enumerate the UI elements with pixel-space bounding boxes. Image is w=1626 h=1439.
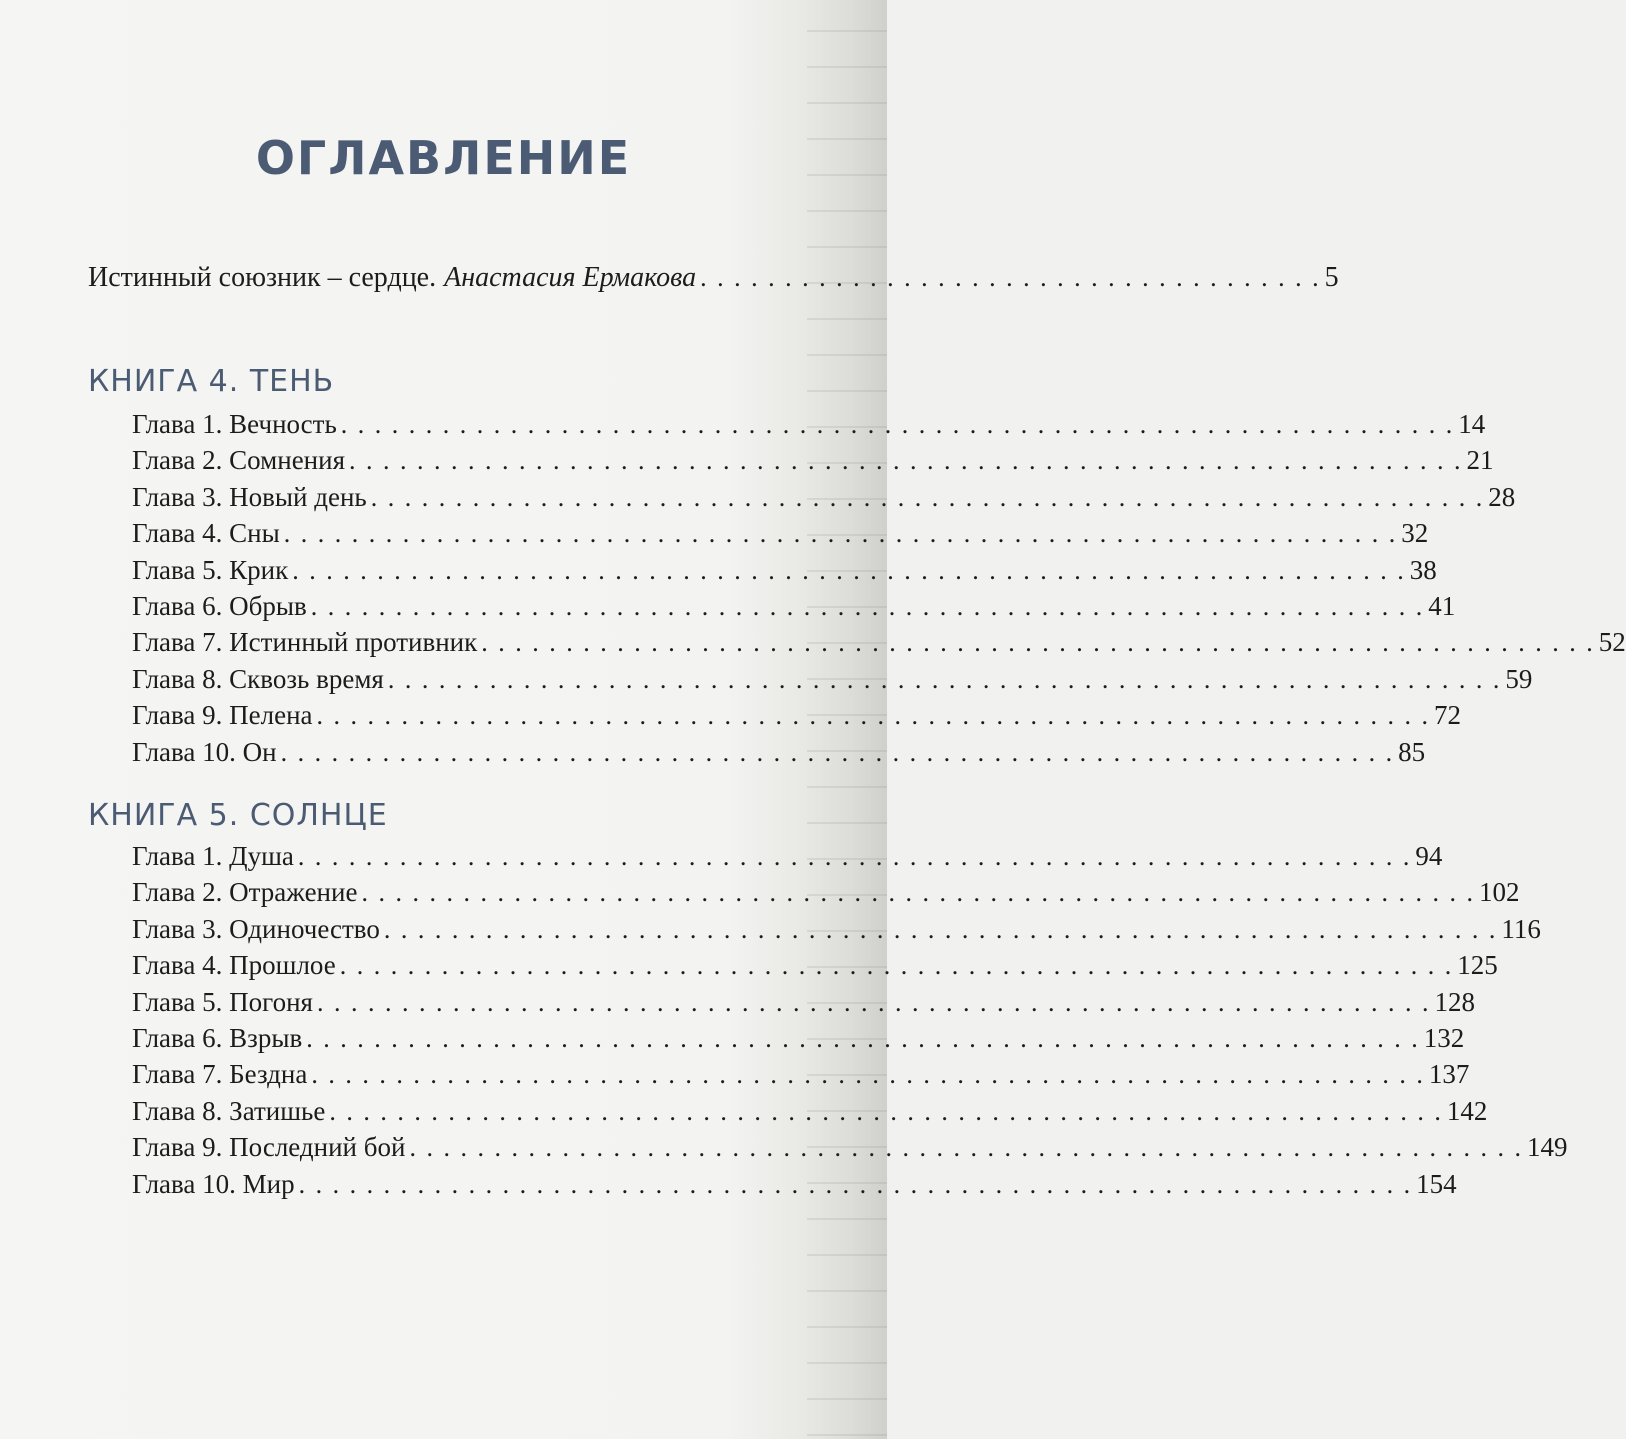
chapter-label: Глава 3. Одиночество bbox=[132, 913, 380, 944]
chapter-label: Глава 6. Взрыв bbox=[132, 1022, 303, 1053]
chapter-page-number: 28 bbox=[1488, 481, 1516, 512]
chapter-label: Глава 1. Душа bbox=[132, 841, 294, 871]
chapter-page-number: 125 bbox=[1457, 950, 1498, 981]
chapter-entry bbox=[132, 515, 1429, 551]
book-5-chapter-list bbox=[132, 838, 1568, 1202]
chapter-page-number: 32 bbox=[1401, 518, 1429, 549]
dot-leader: . . . . . . . . . . . . . . . . . . . . . . . . . . . . . . . . . . . . . . . . . . . . . . . . . . . . . . . . . . . . . . . . . . bbox=[340, 410, 1455, 439]
chapter-page-number: 21 bbox=[1466, 445, 1494, 476]
chapter-page-number: 128 bbox=[1434, 986, 1475, 1017]
chapter-entry bbox=[132, 734, 1426, 770]
chapter-label: Глава 6. Обрыв bbox=[132, 590, 307, 621]
chapter-entry bbox=[132, 984, 1475, 1020]
dot-leader: . . . . . . . . . . . . . . . . . . . . . . . . . . . . . . . . . . . . . . . . . . . . . . . . . . . . . . . . . . . . . . . . . . bbox=[280, 737, 1395, 767]
dot-leader: . . . . . . . . . . . . . . . . . . . . . . . . . . . . . . . . . . . . . . . . . . . . . . . . . . . . . . . . . . . . . . . . . . bbox=[383, 914, 1498, 944]
dot-leader: . . . . . . . . . . . . . . . . . . . . . . . . . . . . . . . . . . . . . . . . . . . . . . . . . . . . . . . . . . . . . . . . . . bbox=[292, 555, 1406, 585]
dot-leader: . . . . . . . . . . . . . . . . . . . . . . . . . . . . . . . . . . . . . . . . . . . . . . . . . . . . . . . . . . . . . . . . . . bbox=[349, 446, 1463, 476]
book-4-heading: КНИГА 4. ТЕНЬ bbox=[88, 364, 335, 399]
chapter-entry bbox=[132, 406, 1486, 442]
chapter-entry bbox=[132, 838, 1443, 874]
chapter-entry bbox=[132, 552, 1437, 588]
chapter-page-number: 14 bbox=[1458, 409, 1486, 439]
chapter-entry bbox=[132, 874, 1520, 910]
chapter-page-number: 116 bbox=[1501, 913, 1541, 944]
chapter-entry bbox=[132, 947, 1498, 983]
chapter-label: Глава 7. Бездна bbox=[132, 1059, 308, 1090]
chapter-page-number: 52 bbox=[1598, 627, 1626, 658]
chapter-entry bbox=[132, 697, 1462, 733]
chapter-label: Глава 9. Пелена bbox=[132, 700, 313, 731]
book-5-heading: КНИГА 5. СОЛНЦЕ bbox=[88, 798, 388, 833]
dot-leader: . . . . . . . . . . . . . . . . . . . . . . . . . . . . . . . . . . . . . bbox=[700, 263, 1321, 292]
dot-leader: . . . . . . . . . . . . . . . . . . . . . . . . . . . . . . . . . . . . . . . . . . . . . . . . . . . . . . . . . . . . . . . . . . bbox=[298, 1169, 1413, 1199]
chapter-label: Глава 9. Последний бой bbox=[132, 1132, 406, 1163]
book-4-chapter-list bbox=[132, 406, 1626, 770]
chapter-page-number: 38 bbox=[1409, 554, 1437, 585]
dot-leader: . . . . . . . . . . . . . . . . . . . . . . . . . . . . . . . . . . . . . . . . . . . . . . . . . . . . . . . . . . . . . . . . . . bbox=[409, 1133, 1523, 1163]
chapter-label: Глава 10. Мир bbox=[132, 1168, 295, 1199]
chapter-entry bbox=[132, 911, 1541, 947]
chapter-page-number: 132 bbox=[1423, 1022, 1465, 1053]
chapter-label: Глава 2. Сомнения bbox=[132, 445, 345, 476]
page-title: ОГЛАВЛЕНИЕ bbox=[255, 131, 632, 185]
dot-leader: . . . . . . . . . . . . . . . . . . . . . . . . . . . . . . . . . . . . . . . . . . . . . . . . . . . . . . . . . . . . . . . . . . bbox=[297, 842, 1412, 871]
chapter-page-number: 142 bbox=[1446, 1095, 1488, 1126]
preface-author: Анастасия Ермакова bbox=[444, 262, 697, 293]
chapter-entry bbox=[132, 479, 1516, 515]
chapter-label: Глава 8. Сквозь время bbox=[132, 663, 384, 694]
dot-leader: . . . . . . . . . . . . . . . . . . . . . . . . . . . . . . . . . . . . . . . . . . . . . . . . . . . . . . . . . . . . . . . . . . bbox=[361, 878, 1475, 908]
chapter-label: Глава 7. Истинный противник bbox=[132, 627, 478, 658]
chapter-page-number: 102 bbox=[1478, 877, 1520, 908]
chapter-entry bbox=[132, 588, 1456, 624]
chapter-page-number: 41 bbox=[1428, 590, 1456, 621]
dot-leader: . . . . . . . . . . . . . . . . . . . . . . . . . . . . . . . . . . . . . . . . . . . . . . . . . . . . . . . . . . . . . . . . . . bbox=[306, 1023, 1420, 1053]
chapter-page-number: 94 bbox=[1415, 841, 1443, 871]
chapter-label: Глава 10. Он bbox=[132, 736, 277, 767]
preface-title: Истинный союзник – сердце. bbox=[88, 262, 437, 293]
chapter-entry bbox=[132, 1056, 1470, 1092]
dot-leader: . . . . . . . . . . . . . . . . . . . . . . . . . . . . . . . . . . . . . . . . . . . . . . . . . . . . . . . . . . . . . . . . . . bbox=[283, 519, 1398, 549]
dot-leader: . . . . . . . . . . . . . . . . . . . . . . . . . . . . . . . . . . . . . . . . . . . . . . . . . . . . . . . . . . . . . . . . . . bbox=[339, 951, 1454, 981]
chapter-page-number: 59 bbox=[1505, 663, 1533, 694]
chapter-page-number: 137 bbox=[1428, 1059, 1470, 1090]
chapter-entry bbox=[132, 442, 1494, 478]
chapter-page-number: 154 bbox=[1416, 1168, 1457, 1199]
chapter-entry bbox=[132, 1093, 1488, 1129]
chapter-page-number: 72 bbox=[1434, 700, 1462, 731]
chapter-label: Глава 5. Погоня bbox=[132, 986, 313, 1017]
chapter-entry bbox=[132, 1020, 1465, 1056]
dot-leader: . . . . . . . . . . . . . . . . . . . . . . . . . . . . . . . . . . . . . . . . . . . . . . . . . . . . . . . . . . . . . . . . . . bbox=[310, 591, 1425, 621]
chapter-label: Глава 1. Вечность bbox=[132, 409, 337, 439]
dot-leader: . . . . . . . . . . . . . . . . . . . . . . . . . . . . . . . . . . . . . . . . . . . . . . . . . . . . . . . . . . . . . . . . . . bbox=[370, 482, 1485, 512]
chapter-entry bbox=[132, 661, 1533, 697]
chapter-entry bbox=[132, 1166, 1457, 1202]
chapter-label: Глава 8. Затишье bbox=[132, 1095, 326, 1126]
dot-leader: . . . . . . . . . . . . . . . . . . . . . . . . . . . . . . . . . . . . . . . . . . . . . . . . . . . . . . . . . . . . . . . . . . bbox=[316, 987, 1431, 1017]
chapter-entry bbox=[132, 1129, 1568, 1165]
preface-page-number: 5 bbox=[1324, 262, 1339, 293]
chapter-label: Глава 3. Новый день bbox=[132, 481, 367, 512]
chapter-label: Глава 4. Сны bbox=[132, 518, 280, 549]
chapter-label: Глава 4. Прошлое bbox=[132, 950, 336, 981]
chapter-label: Глава 5. Крик bbox=[132, 554, 289, 585]
dot-leader: . . . . . . . . . . . . . . . . . . . . . . . . . . . . . . . . . . . . . . . . . . . . . . . . . . . . . . . . . . . . . . . . . . bbox=[387, 664, 1502, 694]
chapter-label: Глава 2. Отражение bbox=[132, 877, 358, 908]
chapter-entry bbox=[132, 624, 1626, 660]
dot-leader: . . . . . . . . . . . . . . . . . . . . . . . . . . . . . . . . . . . . . . . . . . . . . . . . . . . . . . . . . . . . . . . . . . bbox=[481, 628, 1595, 658]
chapter-page-number: 85 bbox=[1398, 736, 1426, 767]
preface-entry bbox=[88, 258, 1339, 298]
dot-leader: . . . . . . . . . . . . . . . . . . . . . . . . . . . . . . . . . . . . . . . . . . . . . . . . . . . . . . . . . . . . . . . . . . bbox=[311, 1060, 1425, 1090]
dot-leader: . . . . . . . . . . . . . . . . . . . . . . . . . . . . . . . . . . . . . . . . . . . . . . . . . . . . . . . . . . . . . . . . . . bbox=[329, 1096, 1443, 1126]
dot-leader: . . . . . . . . . . . . . . . . . . . . . . . . . . . . . . . . . . . . . . . . . . . . . . . . . . . . . . . . . . . . . . . . . . bbox=[316, 701, 1431, 731]
chapter-page-number: 149 bbox=[1526, 1132, 1568, 1163]
